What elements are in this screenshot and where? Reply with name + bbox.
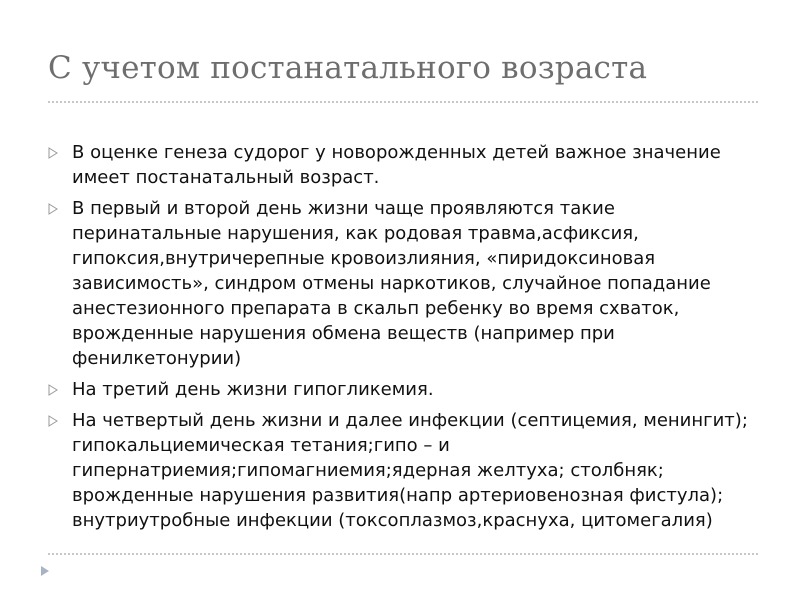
bullet-text: В оценке генеза судорог у новорожденных детей важное значение имеет постанатальный возраст. <box>72 142 721 188</box>
bullet-item <box>48 140 748 190</box>
bullet-text: На третий день жизни гипогликемия. <box>72 379 434 400</box>
hollow-triangle-bullet-icon <box>48 384 58 396</box>
bullet-item <box>48 196 748 371</box>
hollow-triangle-bullet-icon <box>48 203 58 215</box>
bullet-item <box>48 377 748 402</box>
triangle-arrow-icon <box>40 565 50 577</box>
bullet-text: В первый и второй день жизни чаще проявляются такие перинатальные нарушения, как родовая травма,асфиксия, гипоксия,внутричерепные кровоизлияния, «пиридоксиновая зависимость», синдром отмены наркотиков, случайное попадание анестезионного препарата в скальп ребенку во время схваток, врожденные нарушения обмена веществ (например при фенилкетонурии) <box>72 198 711 369</box>
title-divider <box>48 101 758 103</box>
footer-divider <box>48 553 758 555</box>
slide-title: С учетом постанатального возраста <box>48 50 648 86</box>
bullet-item <box>48 408 748 533</box>
hollow-triangle-bullet-icon <box>48 147 58 159</box>
hollow-triangle-bullet-icon <box>48 415 58 427</box>
bullet-list <box>48 140 748 539</box>
bullet-text: На четвертый день жизни и далее инфекции (септицемия, менингит); гипокальциемическая тетания;гипо – и гипернатриемия;гипомагниемия;ядерная желтуха; столбняк; врожденные нарушения развития(напр артериовенозная фистула); внутриутробные инфекции (токсоплазмоз,краснуха, цитомегалия) <box>72 410 748 531</box>
